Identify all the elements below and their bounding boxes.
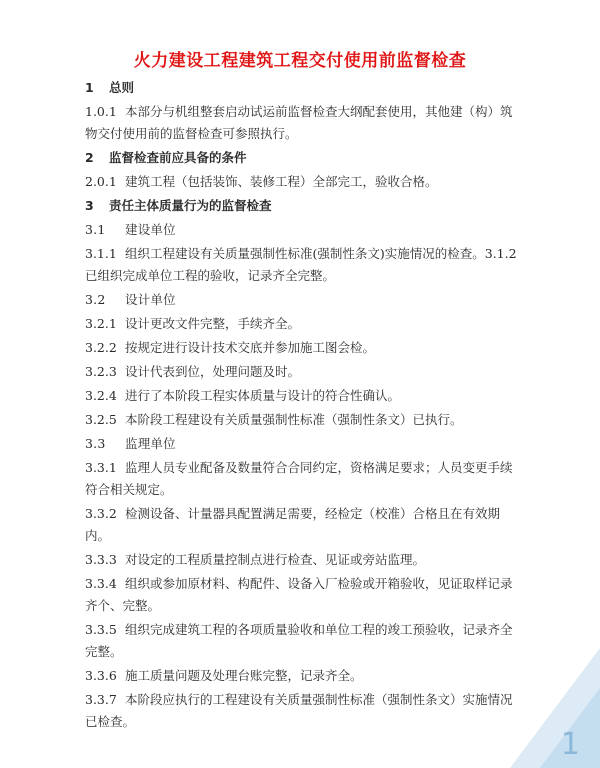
clause-number: 1.0.1	[85, 104, 117, 119]
clause-number: 3.3.6	[85, 668, 117, 683]
section-heading-3	[85, 198, 272, 214]
clause-text: 进行了本阶段工程实体质量与设计的符合性确认。	[125, 388, 401, 403]
clause-number: 2.0.1	[85, 174, 117, 189]
subsection-3-2	[85, 292, 176, 308]
clause-number: 3.2.4	[85, 388, 117, 403]
clause-text: 已检查。	[85, 714, 136, 729]
section-title: 总则	[109, 80, 135, 95]
clause-3-3-4-cont	[85, 598, 160, 614]
page-number: 1	[560, 727, 580, 762]
clause-3-2-4	[85, 388, 400, 404]
subsection-title: 监理单位	[125, 436, 176, 451]
clause-text: 施工质量问题及处理台账完整，记录齐全。	[125, 668, 363, 683]
clause-number: 3.3.1	[85, 460, 117, 475]
clause-text: 本阶段应执行的工程建设有关质量强制性标准（强制性条文）实施情况	[125, 692, 513, 707]
clause-3-3-2	[85, 506, 500, 522]
clause-number: 3.3.3	[85, 552, 117, 567]
subsection-3-3	[85, 436, 176, 452]
clause-number: 3.3.7	[85, 692, 117, 707]
clause-number: 3.2.3	[85, 364, 117, 379]
clause-3-3-6	[85, 668, 363, 684]
clause-number: 3.2.1	[85, 316, 117, 331]
clause-text: 设计代表到位，处理问题及时。	[125, 364, 301, 379]
clause-text: 建筑工程（包括装饰、装修工程）全部完工，验收合格。	[125, 174, 438, 189]
clause-text: 设计更改文件完整，手续齐全。	[125, 316, 301, 331]
section-number: 1	[85, 80, 94, 95]
clause-3-1-1	[85, 246, 517, 262]
clause-3-1-2	[85, 268, 335, 284]
clause-number: 3.3.5	[85, 622, 117, 637]
section-number: 3	[85, 198, 94, 213]
corner-decoration	[510, 648, 600, 768]
clause-text: 对设定的工程质量控制点进行检查、见证或旁站监理。	[125, 552, 426, 567]
section-number: 2	[85, 150, 94, 165]
clause-1-0-1	[85, 104, 513, 120]
clause-3-3-1-cont	[85, 482, 173, 498]
clause-text: 组织完成建筑工程的各项质量验收和单位工程的竣工预验收，记录齐全	[125, 622, 513, 637]
document-title: 火力建设工程建筑工程交付使用前监督检查	[133, 51, 467, 71]
clause-number: 3.1.1	[85, 246, 117, 261]
clause-text: 齐个、完整。	[85, 598, 161, 613]
subsection-number: 3.2	[85, 292, 106, 307]
section-title: 监督检查前应具备的条件	[109, 150, 247, 165]
corner-shape-icon	[510, 648, 600, 768]
clause-3-3-5	[85, 622, 513, 638]
clause-text: 组织工程建设有关质量强制性标准(强制性条文)实施情况的检查。3.1.2	[125, 246, 517, 261]
subsection-number: 3.1	[85, 222, 106, 237]
section-heading-1	[85, 80, 134, 96]
clause-text: 按规定进行设计技术交底并参加施工图会检。	[125, 340, 376, 355]
clause-3-2-2	[85, 340, 375, 356]
section-title: 责任主体质量行为的监督检查	[109, 198, 272, 213]
clause-3-2-3	[85, 364, 300, 380]
clause-3-2-1	[85, 316, 300, 332]
clause-text: 内。	[85, 528, 111, 543]
subsection-title: 设计单位	[125, 292, 176, 307]
clause-text: 已组织完成单位工程的验收，记录齐全完整。	[85, 268, 336, 283]
clause-text: 监理人员专业配备及数量符合合同约定，资格满足要求；人员变更手续	[125, 460, 513, 475]
clause-text: 符合相关规定。	[85, 482, 173, 497]
clause-text: 本部分与机组整套启动试运前监督检查大纲配套使用，其他建（构）筑	[125, 104, 513, 119]
clause-text: 物交付使用前的监督检查可参照执行。	[85, 126, 298, 141]
clause-number: 3.2.2	[85, 340, 117, 355]
subsection-3-1	[85, 222, 176, 238]
subsection-number: 3.3	[85, 436, 106, 451]
section-heading-2	[85, 150, 247, 166]
clause-3-3-3	[85, 552, 425, 568]
clause-3-2-5	[85, 412, 463, 428]
clause-number: 3.3.2	[85, 506, 117, 521]
clause-3-3-7	[85, 692, 513, 708]
clause-3-3-4	[85, 576, 513, 592]
clause-number: 3.2.5	[85, 412, 117, 427]
clause-3-3-7-cont	[85, 714, 135, 730]
clause-3-3-1	[85, 460, 513, 476]
clause-text: 本阶段工程建设有关质量强制性标准（强制性条文）已执行。	[125, 412, 463, 427]
clause-number: 3.3.4	[85, 576, 117, 591]
clause-3-3-5-cont	[85, 644, 123, 660]
clause-1-0-1-cont	[85, 126, 298, 142]
clause-text: 检测设备、计量器具配置满足需要，经检定（校准）合格且在有效期	[125, 506, 501, 521]
clause-text: 组织或参加原材料、构配件、设备入厂检验或开箱验收，见证取样记录	[125, 576, 513, 591]
clause-2-0-1	[85, 174, 438, 190]
subsection-title: 建设单位	[125, 222, 176, 237]
clause-3-3-2-cont	[85, 528, 110, 544]
clause-text: 完整。	[85, 644, 123, 659]
